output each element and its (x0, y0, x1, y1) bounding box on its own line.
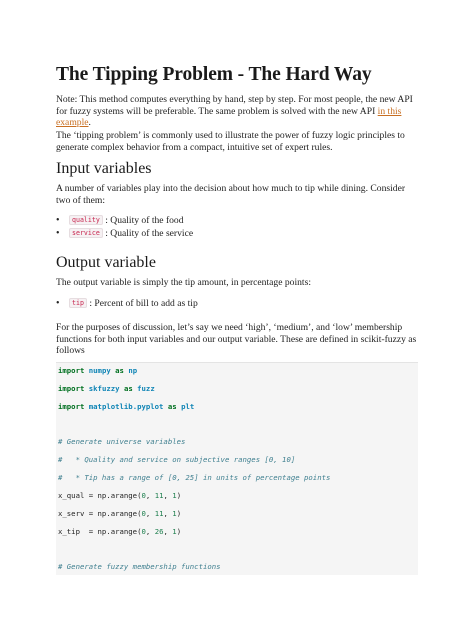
output-variable-heading: Output variable (56, 254, 156, 271)
inline-code: tip (69, 298, 87, 308)
list-item (56, 297, 418, 310)
input-variables-list (56, 214, 418, 240)
note-end: . (88, 117, 91, 129)
inline-code: service (69, 228, 103, 238)
code-line: import skfuzzy as fuzz (58, 384, 155, 393)
list-item (56, 227, 418, 240)
code-line: x_qual = np.arange(0, 11, 1) (58, 491, 182, 500)
note-text: Note: This method computes everything by hand, step by step. For most people, the new API for fuzzy systems will be preferable. The same problem is solved with the new API (56, 94, 413, 117)
list-item-text: : Percent of bill to add as tip (86, 298, 198, 309)
example-link[interactable]: in this example (56, 105, 402, 129)
code-block (56, 362, 418, 575)
intro-paragraph: The ‘tipping problem’ is commonly used to illustrate the power of fuzzy logic principles to generate complex behavior from a compact, intuitive set of expert rules. (56, 130, 405, 153)
list-item-text: : Quality of the service (102, 228, 194, 239)
output-variable-list (56, 297, 418, 310)
output-variable-text: The output variable is simply the tip amount, in percentage points: (56, 277, 311, 288)
code-comment: # Generate fuzzy membership functions (58, 562, 221, 571)
membership-paragraph: For the purposes of discussion, let’s say we need ‘high’, ‘medium’, and ‘low’ membership functions for both input variables and our output variable. These are defined in scikit-fuzzy as follows (56, 322, 417, 357)
code-comment: # Generate universe variables (58, 437, 186, 446)
code-line: x_tip = np.arange(0, 26, 1) (58, 527, 182, 536)
list-item-text: : Quality of the food (102, 215, 184, 226)
code-line: import numpy as np (58, 366, 138, 375)
list-item (56, 214, 418, 227)
code-line: x_serv = np.arange(0, 11, 1) (58, 509, 182, 518)
code-line: import matplotlib.pyplot as plt (58, 402, 195, 411)
code-comment: # * Quality and service on subjective ranges [0, 10] (58, 455, 296, 464)
inline-code: quality (69, 215, 103, 225)
code-comment: # * Tip has a range of [0, 25] in units of percentage points (58, 473, 331, 482)
page-title: The Tipping Problem - The Hard Way (56, 64, 372, 85)
note-paragraph (56, 94, 418, 129)
input-variables-heading: Input variables (56, 160, 152, 177)
input-variables-text: A number of variables play into the decision about how much to tip while dining. Consider two of them: (56, 183, 406, 206)
